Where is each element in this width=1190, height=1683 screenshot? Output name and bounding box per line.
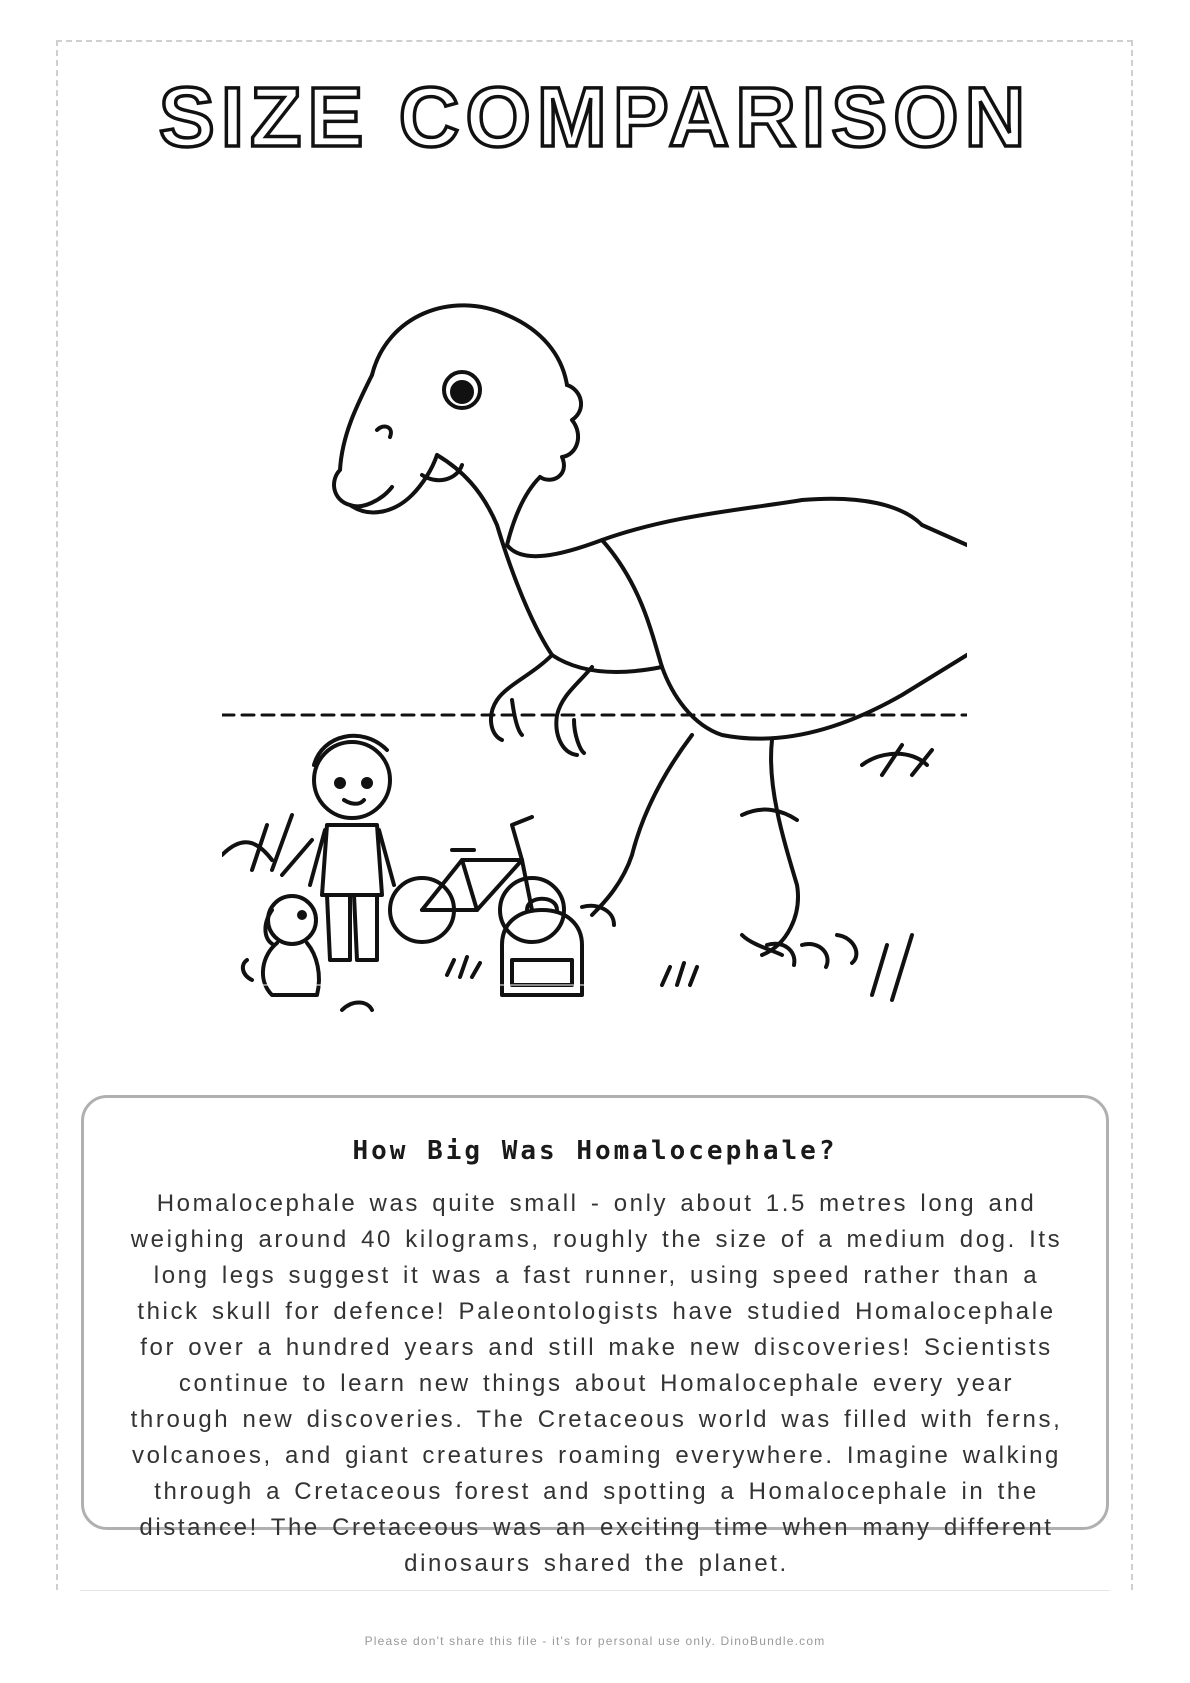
backpack-figure: [502, 899, 582, 995]
boy-figure: [310, 736, 394, 960]
pebble: [342, 1003, 372, 1011]
title-outline: [145, 70, 1045, 160]
footer-divider: [80, 1590, 1110, 1591]
info-heading: How Big Was Homalocephale?: [352, 1136, 838, 1166]
footer-note: Please don't share this file - it's for personal use only. DinoBundle.com: [364, 1634, 826, 1648]
size-comparison-illustration: [222, 295, 967, 1070]
info-body: Homalocephale was quite small - only about 1.5 metres long and weighing around 40 kilograms, roughly the size of a medium dog. Its long legs suggest it was a fast runner, using speed rather than a thick skull for defence! Paleontologists have studied Homalocephale for over a hundred years and still make new discoveries! Scientists continue to learn new things about Homalocephale every year through new discoveries. The Cretaceous world was filled with ferns, volcanoes, and giant creatures roaming everywhere. Imagine walking through a Cretaceous forest and spotting a Homalocephale in the distance! The Cretaceous was an exciting time when many different dinosaurs shared the planet.: [130, 1190, 1063, 1577]
svg-text:SIZE COMPARISON: SIZE COMPARISON: [158, 70, 1032, 160]
page-title: [0, 70, 1190, 160]
dinosaur-illustration: [334, 305, 967, 967]
bush-left: [222, 842, 272, 860]
dog-figure: [243, 896, 319, 995]
bicycle-figure: [390, 817, 564, 942]
info-box: [81, 1095, 1109, 1577]
